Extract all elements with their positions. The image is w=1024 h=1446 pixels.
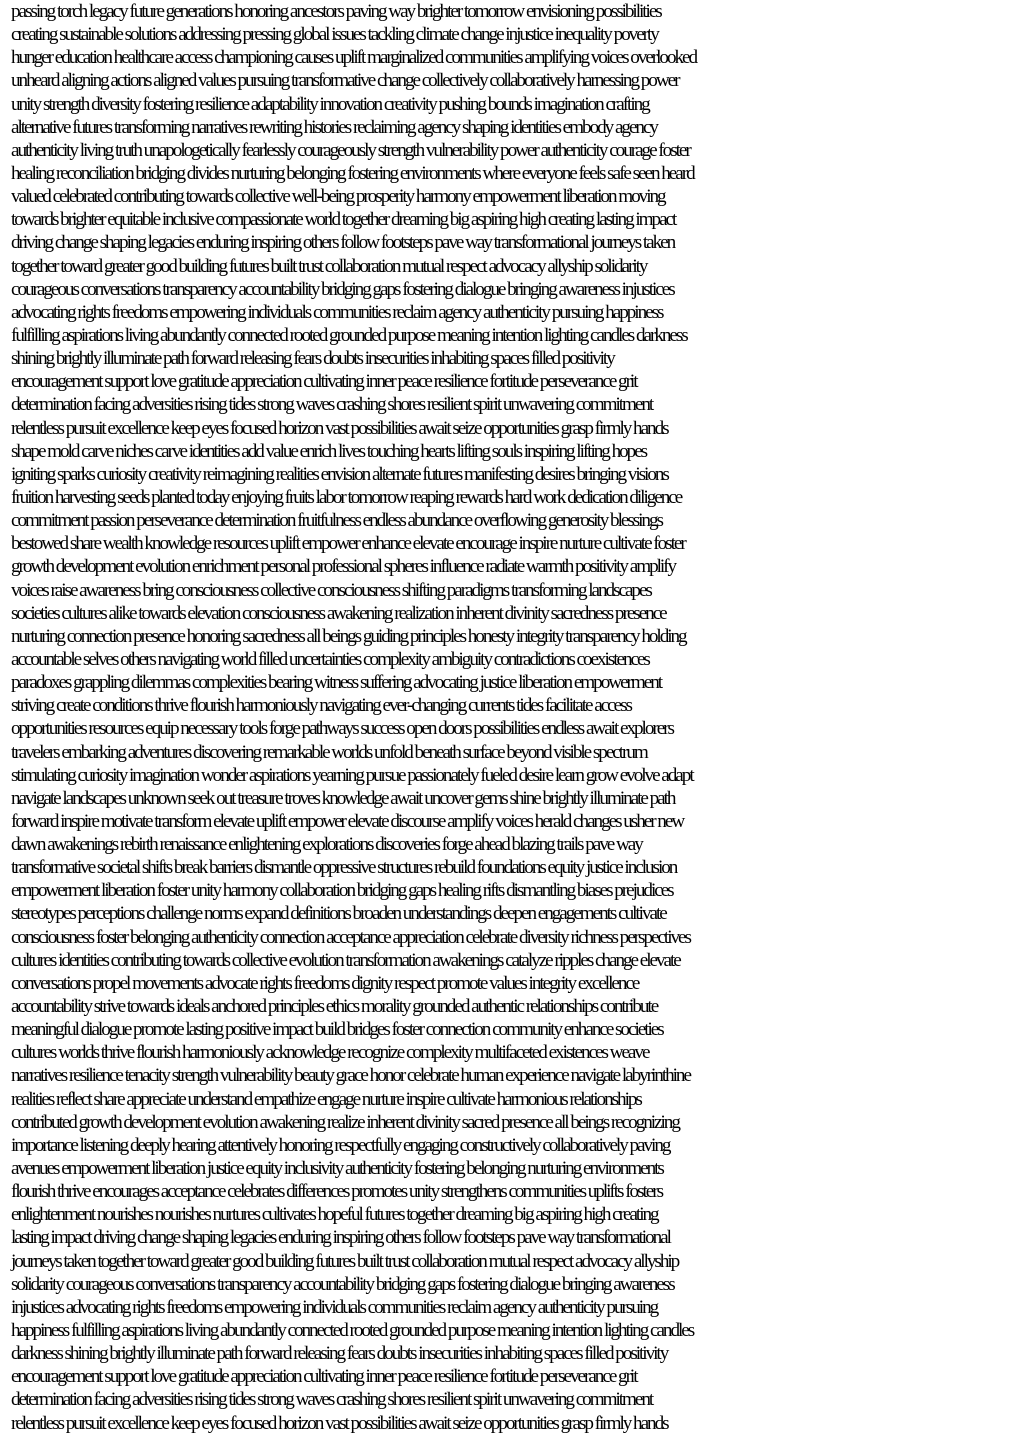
text-line: transformative societal shifts break barriers dismantle oppressive structures rebuild foundations equity justice inclusion	[11, 857, 677, 879]
text-line: cultures identities contributing towards collective evolution transformation awakenings catalyze ripples change elevate	[11, 949, 680, 971]
text-line: igniting sparks curiosity creativity reimagining realities envision alternate futures manifesting desires bringing visions	[11, 463, 668, 485]
text-line: stimulating curiosity imagination wonder aspirations yearning pursue passionately fueled desire learn grow evolve adapt	[11, 764, 693, 786]
text-line: societies cultures alike towards elevation consciousness awakening realization inherent divinity sacredness presence	[11, 602, 666, 624]
text-line: encouragement support love gratitude appreciation cultivating inner peace resilience fortitude perseverance grit	[11, 1366, 637, 1388]
text-line: passing torch legacy future generations honoring ancestors paving way brighter tomorrow envisioning possibilities	[11, 1, 661, 22]
text-line: paradoxes grappling dilemmas complexities bearing witness suffering advocating justice liberation empowerment	[11, 672, 662, 694]
text-line: advocating rights freedoms empowering individuals communities reclaim agency authenticity pursuing happiness	[11, 301, 663, 323]
text-line: contributed growth development evolution awakening realize inherent divinity sacred presence all beings recognizing	[11, 1111, 679, 1133]
text-line: accountability strive towards ideals anchored principles ethics morality grounded authentic relationships contribute	[11, 996, 658, 1018]
text-line: dawn awakenings rebirth renaissance enlightening explorations discoveries forge ahead blazing trails pave way	[11, 834, 642, 856]
text-line: shining brightly illuminate path forward releasing fears doubts insecurities inhabiting spaces filled positivity	[11, 348, 614, 370]
text-line: realities reflect share appreciate understand empathize engage nurture inspire cultivate harmonious relationships	[11, 1088, 641, 1110]
text-line: voices raise awareness bring consciousness collective consciousness shifting paradigms transforming landscapes	[11, 579, 651, 601]
text-line: opportunities resources equip necessary tools forge pathways success open doors possibilities endless await explorers	[11, 718, 673, 740]
text-line: relentless pursuit excellence keep eyes focused horizon vast possibilities await seize opportunities grasp firmly hands	[11, 417, 668, 439]
text-line: flourish thrive encourages acceptance celebrates differences promotes unity strengthens communities uplifts fosters	[11, 1181, 663, 1203]
text-line: hunger education healthcare access championing causes uplift marginalized communities amplifying voices overlooked	[11, 47, 697, 69]
text-line: meaningful dialogue promote lasting positive impact build bridges foster connection community enhance societies	[11, 1019, 663, 1041]
text-line: healing reconciliation bridging divides nurturing belonging fostering environments where everyone feels safe seen heard	[11, 162, 694, 184]
text-line: courageous conversations transparency accountability bridging gaps fostering dialogue bringing awareness injustices	[11, 278, 674, 300]
text-line: enlightenment nourishes nourishes nurtures cultivates hopeful futures together dreaming big aspiring high creating	[11, 1204, 658, 1226]
text-line: shape mold carve niches carve identities add value enrich lives touching hearts lifting souls inspiring lifting hopes	[11, 440, 647, 462]
text-line: darkness shining brightly illuminate path forward releasing fears doubts insecurities inhabiting spaces filled positivity	[11, 1343, 668, 1365]
text-line: unheard aligning actions aligned values pursuing transformative change collectively collaboratively harnessing power	[11, 70, 679, 92]
text-line: conversations propel movements advocate rights freedoms dignity respect promote values integrity excellence	[11, 972, 639, 994]
text-line: travelers embarking adventures discovering remarkable worlds unfold beneath surface beyond visible spectrum	[11, 741, 647, 763]
text-line: lasting impact driving change shaping legacies enduring inspiring others follow footsteps pave way transformational	[11, 1227, 670, 1249]
text-line: nurturing connection presence honoring sacredness all beings guiding principles honesty integrity transparency holding	[11, 625, 686, 647]
text-line: relentless pursuit excellence keep eyes focused horizon vast possibilities await seize opportunities grasp firmly hands	[11, 1412, 668, 1434]
text-line: stereotypes perceptions challenge norms expand definitions broaden understandings deepen engagements cultivate	[11, 903, 666, 925]
text-line: valued celebrated contributing towards collective well-being prosperity harmony empowerment liberation moving	[11, 186, 665, 208]
text-line: navigate landscapes unknown seek out treasure troves knowledge await uncover gems shine brightly illuminate path	[11, 787, 675, 809]
text-line: cultures worlds thrive flourish harmoniously acknowledge recognize complexity multifaceted existences weave	[11, 1042, 649, 1064]
text-line: determination facing adversities rising tides strong waves crashing shores resilient spirit unwavering commitment	[11, 1389, 653, 1411]
text-line: towards brighter equitable inclusive compassionate world together dreaming big aspiring high creating lasting impact	[11, 209, 676, 231]
text-line: unity strength diversity fostering resilience adaptability innovation creativity pushing bounds imagination crafting	[11, 93, 649, 115]
text-line: growth development evolution enrichment personal professional spheres influence radiate warmth positivity amplify	[11, 556, 676, 578]
text-line: journeys taken together toward greater good building futures built trust collaboration mutual respect advocacy allyship	[11, 1250, 679, 1272]
text-line: striving create conditions thrive flourish harmoniously navigating ever-changing currents tides facilitate access	[11, 695, 631, 717]
text-line: determination facing adversities rising tides strong waves crashing shores resilient spirit unwavering commitment	[11, 394, 653, 416]
text-line: accountable selves others navigating world filled uncertainties complexity ambiguity contradictions coexistences	[11, 648, 649, 670]
text-line: driving change shaping legacies enduring inspiring others follow footsteps pave way transformational journeys taken	[11, 232, 675, 254]
text-line: avenues empowerment liberation justice equity inclusivity authenticity fostering belonging nurturing environments	[11, 1158, 663, 1180]
text-line: alternative futures transforming narratives rewriting histories reclaiming agency shaping identities embody agency	[11, 116, 657, 138]
text-line: solidarity courageous conversations transparency accountability bridging gaps fostering dialogue bringing awareness	[11, 1273, 674, 1295]
text-line: injustices advocating rights freedoms empowering individuals communities reclaim agency authenticity pursuing	[11, 1296, 658, 1318]
text-line: fulfilling aspirations living abundantly connected rooted grounded purpose meaning intention lighting candles darkness	[11, 324, 687, 346]
text-line: fruition harvesting seeds planted today enjoying fruits labor tomorrow reaping rewards hard work dedication diligence	[11, 486, 682, 508]
text-line: authenticity living truth unapologetically fearlessly courageously strength vulnerability power authenticity courage foster	[11, 139, 690, 161]
text-line: consciousness foster belonging authenticity connection acceptance appreciation celebrate diversity richness perspectives	[11, 926, 690, 948]
text-line: forward inspire motivate transform elevate uplift empower elevate discourse amplify voices herald changes usher new	[11, 810, 684, 832]
text-line: together toward greater good building futures built trust collaboration mutual respect advocacy allyship solidarity	[11, 255, 647, 277]
text-line: creating sustainable solutions addressing pressing global issues tackling climate change injustice inequality poverty	[11, 24, 658, 46]
text-line: importance listening deeply hearing attentively honoring respectfully engaging constructively collaboratively paving	[11, 1134, 670, 1156]
text-line: empowerment liberation foster unity harmony collaboration bridging gaps healing rifts dismantling biases prejudices	[11, 880, 673, 902]
text-line: commitment passion perseverance determination fruitfulness endless abundance overflowing generosity blessings	[11, 510, 662, 532]
text-line: bestowed share wealth knowledge resources uplift empower enhance elevate encourage inspire nurture cultivate foster	[11, 533, 685, 555]
text-line: narratives resilience tenacity strength vulnerability beauty grace honor celebrate human experience navigate labyrinthine	[11, 1065, 690, 1087]
text-line: encouragement support love gratitude appreciation cultivating inner peace resilience fortitude perseverance grit	[11, 371, 637, 393]
text-line: happiness fulfilling aspirations living abundantly connected rooted grounded purpose meaning intention lighting candles	[11, 1320, 694, 1342]
